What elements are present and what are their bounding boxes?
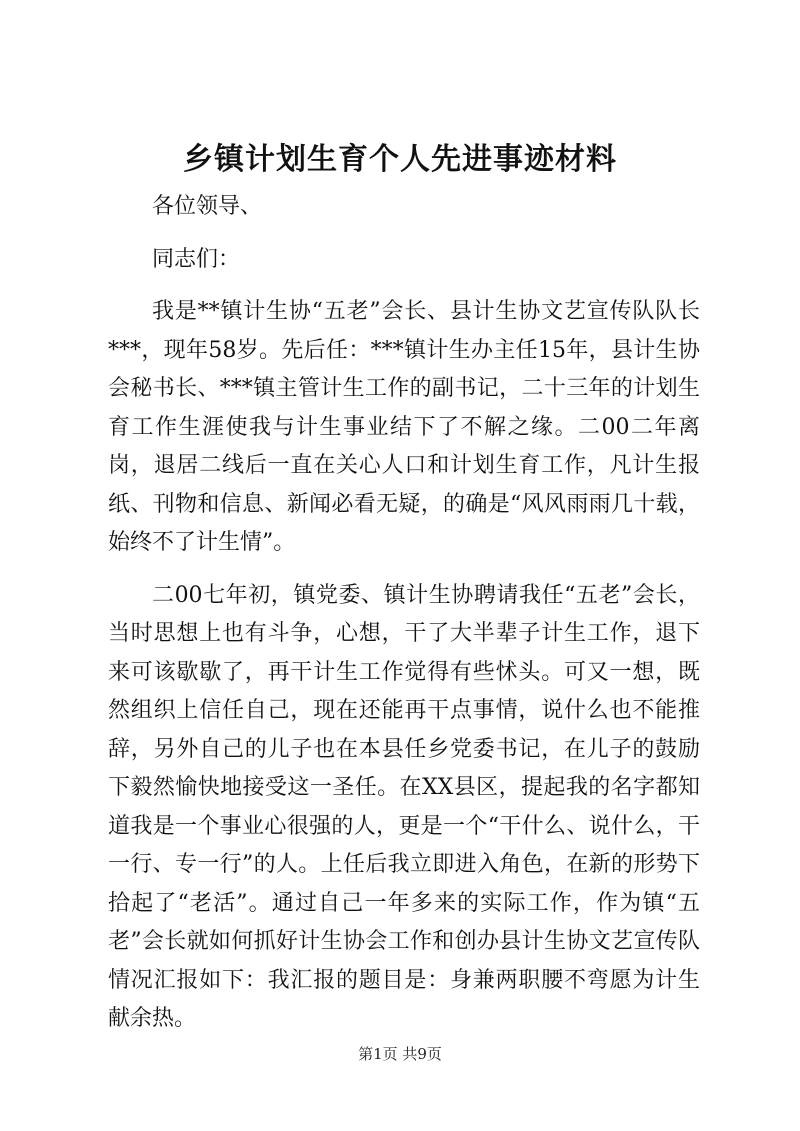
salutation-line-1: 各位领导、 — [152, 194, 263, 219]
salutation-line-2: 同志们： — [152, 246, 241, 272]
body-paragraph-1: 我是**镇计生协“五老”会长、县计生协文艺宣传队队长***，现年58岁。先后任：***镇计生办主任15年，县计生协会秘书长、***镇主管计生工作的副书记，二十三年的计划生育工作生涯使我与计生事业结下了不解之缘。二00二年离岗，退居二线后一直在关心人口和计划生育工作，凡计生报纸、刊物和信息、新闻必看无疑，的确是“风风雨雨几十载，始终不了计生情”。 — [108, 299, 700, 555]
page-number-footer: 第1页 共9页 — [358, 1045, 442, 1063]
document-body — [108, 188, 700, 1039]
document-title: 乡镇计划生育个人先进事迹材料 — [183, 142, 617, 177]
body-paragraph-2: 二00七年初，镇党委、镇计生协聘请我任“五老”会长，当时思想上也有斗争，心想，干了大半辈子计生工作，退下来可该歇歇了，再干计生工作觉得有些怵头。可又一想，既然组织上信任自己，现在还能再干点事情，说什么也不能推辞，另外自己的儿子也在本县任乡党委书记，在儿子的鼓励下毅然愉快地接受这一圣任。在XX县区，提起我的名字都知道我是一个事业心很强的人，更是一个“干什么、说什么，干一行、专一行”的人。上任后我立即进入角色，在新的形势下拾起了“老活”。通过自己一年多来的实际工作，作为镇“五老”会长就如何抓好计生协会工作和创办县计生协文艺宣传队情况汇报如下：我汇报的题目是：身兼两职腰不弯愿为计生献余热。 — [108, 582, 700, 1031]
